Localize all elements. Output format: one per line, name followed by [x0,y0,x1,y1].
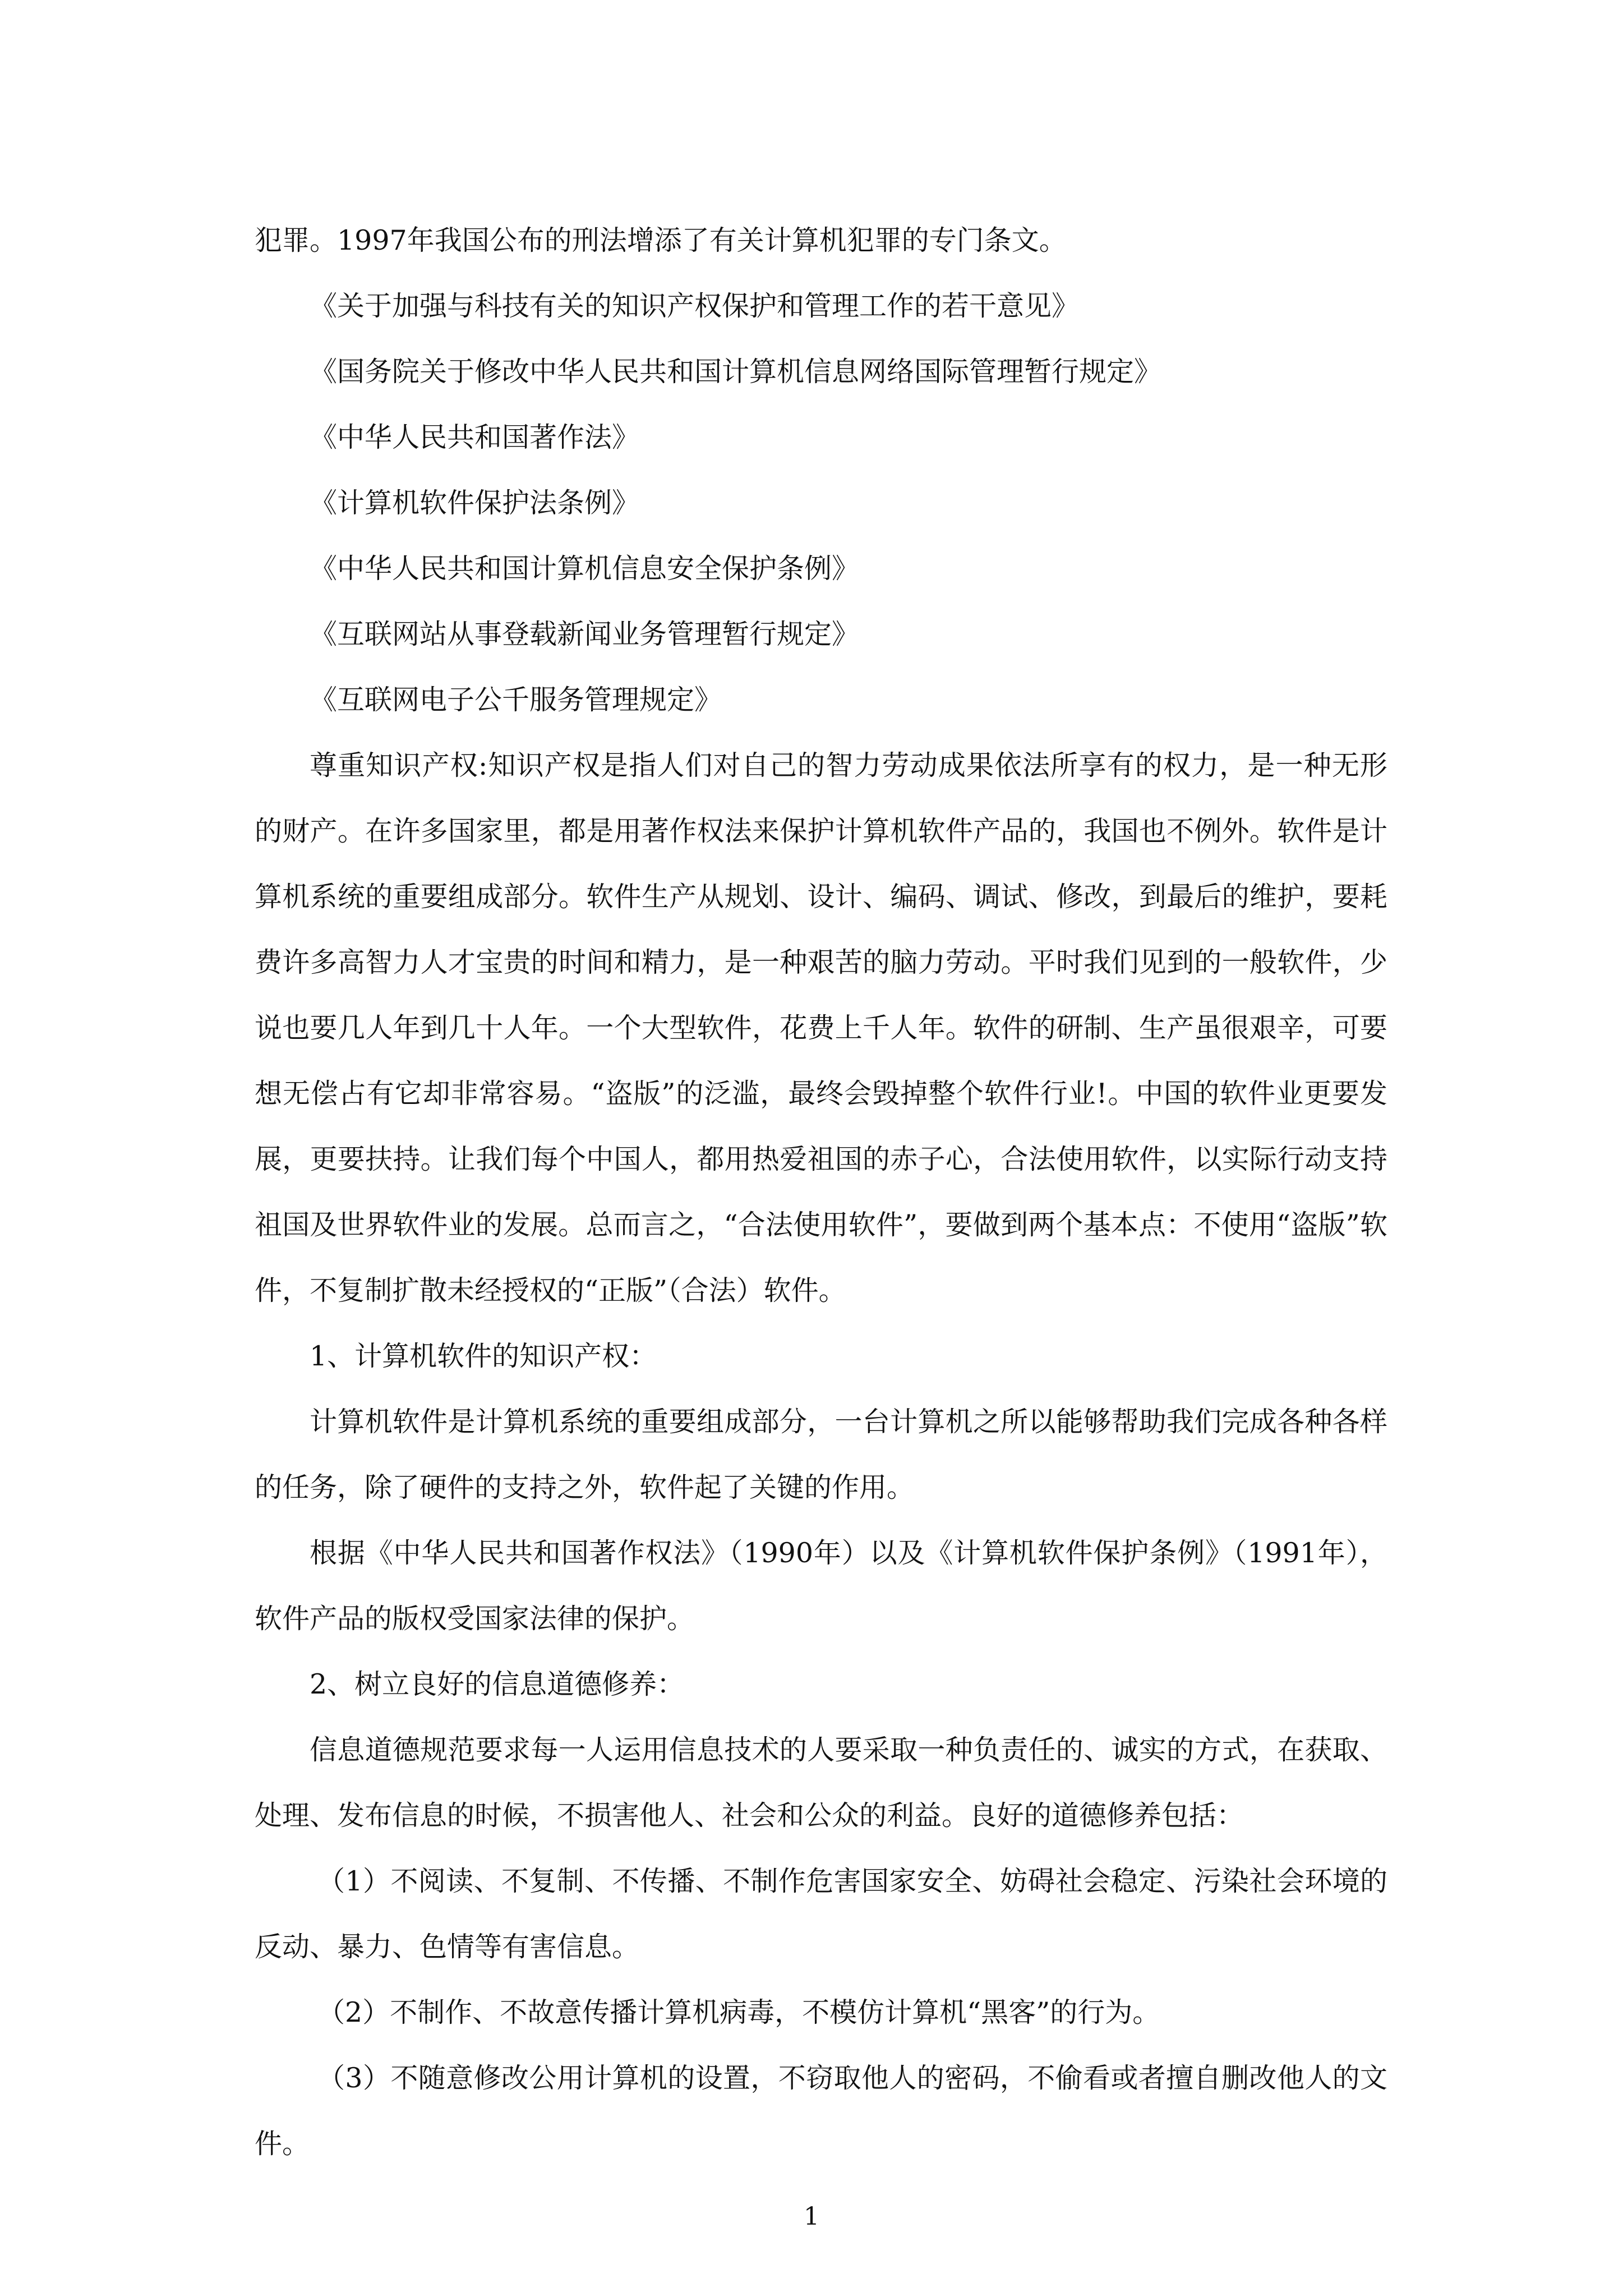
list-item: （1）不阅读、不复制、不传播、不制作危害国家安全、妨碍社会稳定、污染社会环境的反动、暴力、色情等有害信息。 [255,1865,1387,1963]
paragraph: 根据《中华人民共和国著作权法》（1990年）以及《计算机软件保护条例》（1991年），软件产品的版权受国家法律的保护。 [255,1537,1387,1635]
paragraph: 犯罪。1997年我国公布的刑法增添了有关计算机犯罪的专门条文。 [255,224,1067,256]
section-heading: 1、计算机软件的知识产权： [310,1340,657,1372]
regulation-title: 《计算机软件保护法条例》 [310,487,640,519]
page-number: 1 [804,2202,819,2231]
list-item: （3）不随意修改公用计算机的设置，不窃取他人的密码，不偷看或者擅自删改他人的文件。 [255,2062,1387,2160]
regulation-title: 《关于加强与科技有关的知识产权保护和管理工作的若干意见》 [310,290,1080,322]
paragraph: 信息道德规范要求每一人运用信息技术的人要采取一种负责任的、诚实的方式，在获取、处理、发布信息的时候，不损害他人、社会和公众的利益。良好的道德修养包括： [255,1734,1387,1832]
regulation-title: 《互联网站从事登载新闻业务管理暂行规定》 [310,618,860,650]
regulation-title: 《互联网电子公千服务管理规定》 [310,684,722,716]
paragraph: 计算机软件是计算机系统的重要组成部分，一台计算机之所以能够帮助我们完成各种各样的任务，除了硬件的支持之外，软件起了关键的作用。 [255,1406,1387,1503]
regulation-title: 《国务院关于修改中华人民共和国计算机信息网络国际管理暂行规定》 [310,356,1162,388]
list-item: （2）不制作、不故意传播计算机病毒，不模仿计算机“黑客”的行为。 [317,1996,1160,2028]
section-heading: 2、树立良好的信息道德修养： [310,1668,685,1700]
regulation-title: 《中华人民共和国著作法》 [310,421,640,453]
document-body [255,208,1387,2177]
regulation-title: 《中华人民共和国计算机信息安全保护条例》 [310,553,860,585]
paragraph: 尊重知识产权:知识产权是指人们对自己的智力劳动成果依法所享有的权力，是一种无形的财产。在许多国家里，都是用著作权法来保护计算机软件产品的，我国也不例外。软件是计算机系统的重要组成部分。软件生产从规划、设计、编码、调试、修改，到最后的维护，要耗费许多高智力人才宝贵的时间和精力，是一种艰苦的脑力劳动。平时我们见到的一般软件，少说也要几人年到几十人年。一个大型软件，花费上千人年。软件的研制、生产虽很艰辛，可要想无偿占有它却非常容易。“盗版”的泛滥，最终会毁掉整个软件行业!。中国的软件业更要发展，更要扶持。让我们每个中国人，都用热爱祖国的赤子心，合法使用软件，以实际行动支持祖国及世界软件业的发展。总而言之，“合法使用软件”，要做到两个基本点：不使用“盗版”软件，不复制扩散未经授权的“正版”（合法）软件。 [255,749,1387,1306]
